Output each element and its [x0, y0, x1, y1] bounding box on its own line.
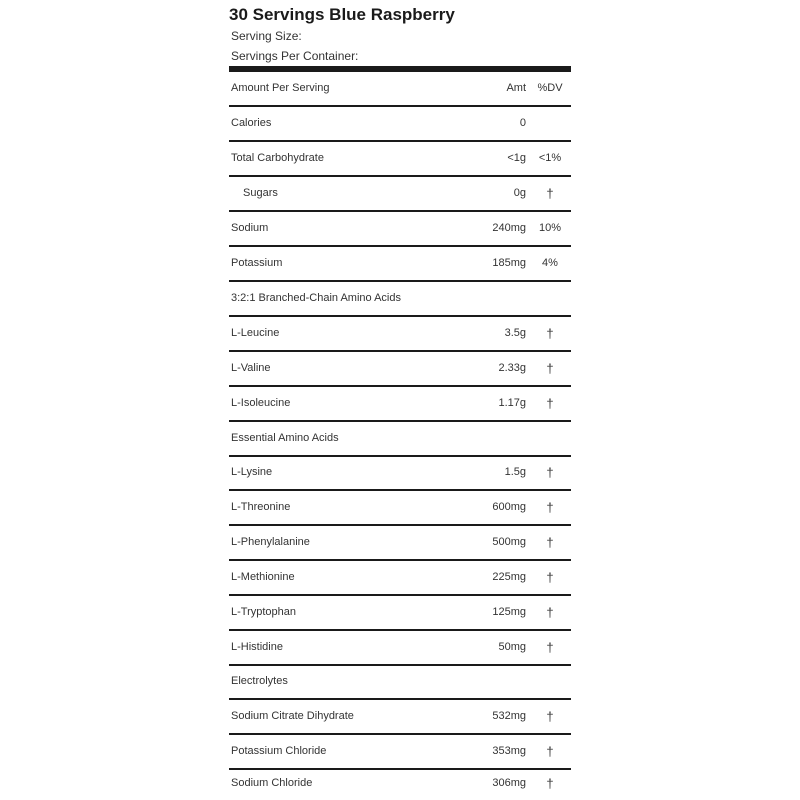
nutrient-row — [229, 735, 571, 770]
section-heading: Electrolytes — [231, 675, 288, 687]
nutrient-dv: † — [546, 465, 554, 480]
nutrient-dv: <1% — [538, 152, 562, 164]
servings-per-container-label: Servings Per Container: — [231, 49, 359, 63]
nutrient-row — [229, 596, 571, 631]
nutrient-name: L-Tryptophan — [231, 606, 297, 618]
nutrient-dv: 4% — [542, 257, 558, 269]
nutrient-row — [229, 700, 571, 735]
nutrient-amount: 2.33g — [498, 362, 526, 374]
header-row — [229, 72, 571, 107]
nutrient-dv: † — [546, 570, 554, 585]
header-name: Amount Per Serving — [231, 82, 330, 94]
section-heading: 3:2:1 Branched-Chain Amino Acids — [231, 292, 401, 304]
nutrient-dv: † — [546, 186, 554, 201]
nutrient-row — [229, 352, 571, 387]
nutrient-amount: 306mg — [492, 777, 526, 789]
nutrient-dv: † — [546, 605, 554, 620]
product-title: 30 Servings Blue Raspberry — [229, 5, 455, 24]
nutrient-row — [229, 107, 571, 142]
nutrient-dv: † — [546, 326, 554, 341]
section-heading-row — [229, 422, 571, 457]
nutrient-amount: 1.5g — [504, 466, 526, 478]
nutrient-dv: † — [546, 361, 554, 376]
nutrient-amount: 50mg — [498, 641, 526, 653]
nutrient-name: Sodium Citrate Dihydrate — [231, 710, 354, 722]
nutrient-dv: † — [546, 396, 554, 411]
nutrient-amount: 185mg — [492, 257, 526, 269]
nutrient-name: L-Leucine — [231, 327, 280, 339]
nutrient-row — [229, 247, 571, 282]
nutrient-dv: † — [546, 640, 554, 655]
header-dv: %DV — [537, 82, 563, 94]
nutrient-amount: <1g — [507, 152, 526, 164]
nutrient-amount: 600mg — [492, 501, 526, 513]
section-heading-row — [229, 665, 571, 700]
nutrient-name: L-Phenylalanine — [231, 536, 310, 548]
nutrient-amount: 240mg — [492, 222, 526, 234]
nutrient-dv: † — [546, 500, 554, 515]
nutrient-name: Potassium — [231, 257, 283, 269]
nutrient-dv: 10% — [538, 222, 562, 234]
nutrient-name: Sodium Chloride — [231, 777, 313, 789]
nutrient-name: L-Lysine — [231, 466, 273, 478]
nutrient-name: Potassium Chloride — [231, 745, 327, 757]
nutrient-amount: 3.5g — [504, 327, 526, 339]
nutrient-row — [229, 387, 571, 422]
nutrient-amount: 225mg — [492, 571, 526, 583]
nutrient-name: L-Valine — [231, 362, 271, 374]
nutrient-amount: 1.17g — [498, 397, 526, 409]
nutrient-amount: 532mg — [492, 710, 526, 722]
nutrient-row — [229, 526, 571, 561]
nutrient-amount: 0 — [519, 117, 526, 129]
nutrient-row — [229, 177, 571, 212]
nutrient-name: L-Methionine — [231, 571, 295, 583]
nutrient-row — [229, 491, 571, 526]
nutrient-row — [229, 561, 571, 596]
nutrient-row — [229, 142, 571, 177]
nutrient-name: Calories — [231, 117, 272, 129]
nutrient-dv: † — [546, 776, 554, 791]
nutrient-dv: † — [546, 709, 554, 724]
nutrient-row — [229, 317, 571, 352]
nutrient-amount: 125mg — [492, 606, 526, 618]
nutrient-row — [229, 456, 571, 491]
nutrient-name: Sodium — [231, 222, 269, 234]
nutrient-name: Sugars — [243, 187, 278, 199]
nutrient-dv: † — [546, 744, 554, 759]
nutrient-row — [229, 767, 571, 800]
nutrient-amount: 353mg — [492, 745, 526, 757]
header-amt: Amt — [506, 82, 526, 94]
serving-size-label: Serving Size: — [231, 29, 302, 43]
nutrient-name: L-Threonine — [231, 501, 291, 513]
nutrient-amount: 500mg — [492, 536, 526, 548]
nutrient-row — [229, 631, 571, 666]
nutrient-amount: 0g — [513, 187, 526, 199]
nutrient-row — [229, 212, 571, 247]
nutrient-name: Total Carbohydrate — [231, 152, 324, 164]
nutrient-dv: † — [546, 535, 554, 550]
nutrient-name: L-Isoleucine — [231, 397, 291, 409]
section-heading: Essential Amino Acids — [231, 432, 339, 444]
section-heading-row — [229, 282, 571, 317]
nutrient-name: L-Histidine — [231, 641, 283, 653]
